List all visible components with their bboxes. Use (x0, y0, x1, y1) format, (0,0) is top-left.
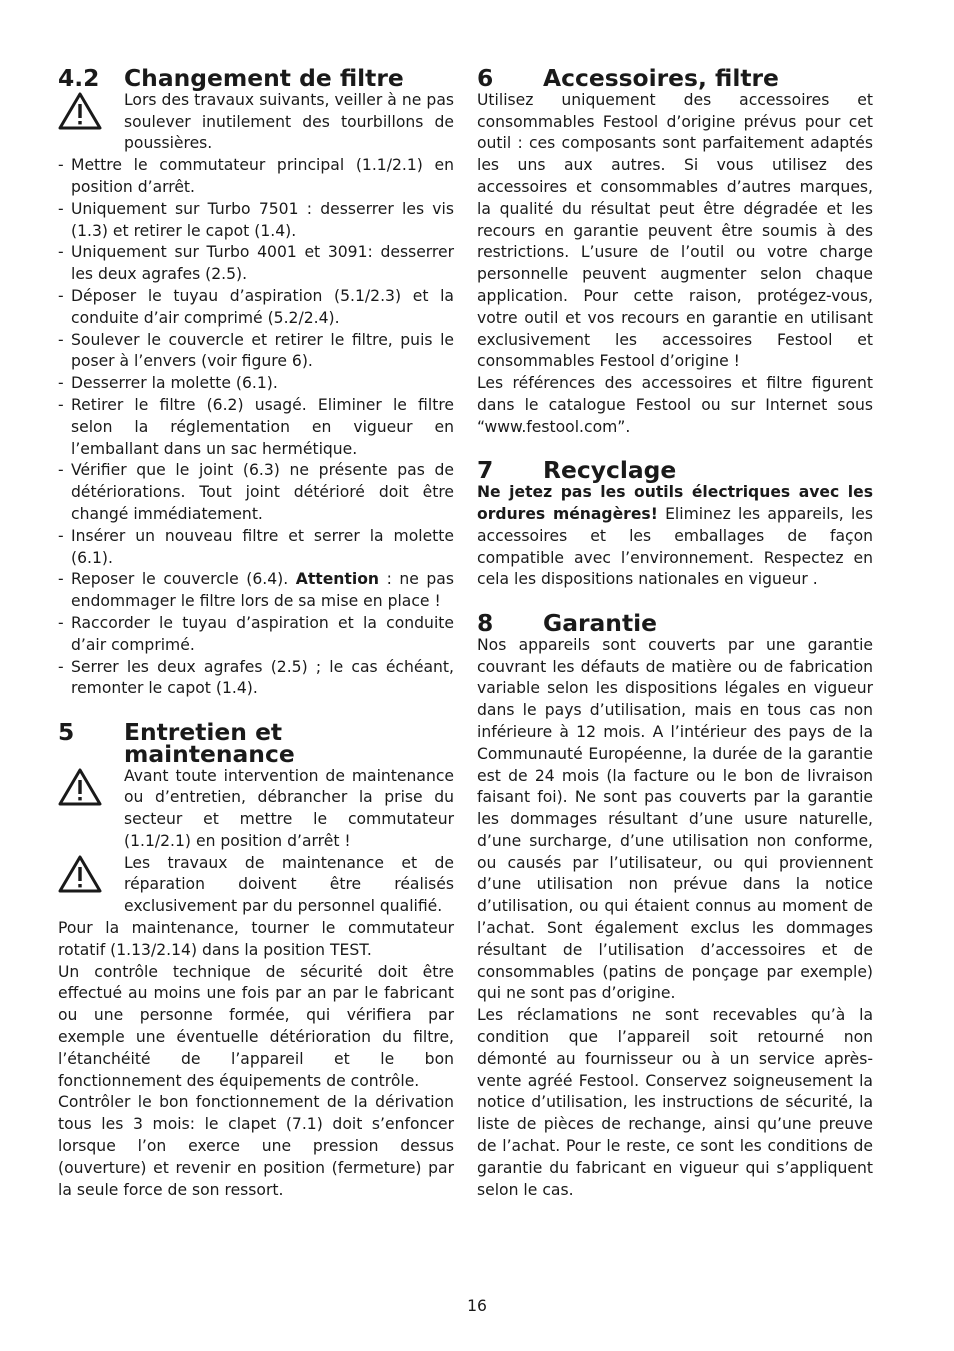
page-number: 16 (467, 1297, 487, 1315)
warning-block (58, 766, 454, 853)
list-item (58, 569, 454, 613)
section-heading (58, 64, 454, 92)
list-item: - Mettre le commutateur principal (1.1/2.1) en position d’arrêt. (58, 155, 454, 199)
section-heading (58, 717, 454, 768)
section-heading (477, 608, 873, 637)
section-number: 7 (477, 456, 494, 485)
paragraph: Utilisez uniquement des accessoires et consommables Festool d’origine prévus pour cet outil : ces composants sont parfaitement adaptés les uns aux autres. Si vous utilisez des accessoires et consommables d’autres marques, la qualité du résultat peut être dégradée et les recours en garantie peuvent être soumis à des restrictions. L’usure de l’outil ou votre charge personnelle peuvent augmenter selon chaque application. Pour cette raison, protégez-vous, votre outil et vos recours en garantie en utilisant exclusivement les accessoires Festool et consommables Festool d’origine ! (477, 90, 873, 371)
warning-text: Lors des travaux suivants, veiller à ne pas soulever inutilement des tourbillons de poussières. (124, 90, 454, 153)
section-filter-change (58, 64, 454, 700)
list-item-text: Reposer le couvercle (6.4). (71, 570, 296, 589)
section-warranty (477, 608, 873, 1202)
list-item: - Insérer un nouveau filtre et serrer la molette (6.1). (58, 526, 454, 570)
section-title: Recyclage (543, 456, 677, 485)
paragraph (477, 482, 873, 591)
paragraph: Les réclamations ne sont recevables qu’à la condition que l’appareil soit retourné non démonté au fournisseur ou à un service après-vente agréé Festool. Conservez soigneusement la notice d’utilisation, les instructions de sécurité, la liste de pièces de rechange, ainsi qu’une preuve de l’achat. Pour le reste, ce sont les conditions de garantie du fabricant en vigueur qui s’appliquent selon le cas. (477, 1006, 873, 1199)
right-column (477, 64, 873, 1201)
attention-label: Attention (295, 570, 380, 589)
section-number: 5 (58, 717, 75, 746)
list-item: - Uniquement sur Turbo 7501 : desserrer les vis (1.3) et retirer le capot (1.4). (58, 199, 454, 243)
list-item: - Desserrer la molette (6.1). (58, 373, 454, 395)
section-heading (477, 64, 873, 92)
section-title: Entretien et maintenance (124, 717, 295, 768)
paragraph-text: Eliminez les appareils, les accessoires et les emballages de façon compatible avec l’environnement. Respectez en cela les dispositions nationales en vigueur . (477, 504, 873, 589)
list-item: - Uniquement sur Turbo 4001 et 3091: desserrer les deux agrafes (2.5). (58, 242, 454, 286)
warning-triangle-icon (58, 853, 124, 918)
section-heading (477, 456, 873, 485)
warning-triangle-icon (58, 90, 124, 155)
section-title: Garantie (543, 608, 658, 637)
warning-triangle-icon (58, 766, 124, 853)
list-item: - Raccorder le tuyau d’aspiration et la conduite d’air comprimé. (58, 613, 454, 657)
paragraph: Nos appareils sont couverts par une garantie couvrant les défauts de matière ou de fabrication variable selon les dispositions légales en vigueur dans le pays d’utilisation, mais en tous cas non inférieure à 12 mois. A l’intérieur des pays de la Communauté Européenne, la durée de la garantie est de 24 mois (la facture ou le bon de livraison faisant foi). Ne sont pas couverts par la garantie les dommages résultant d’une usure naturelle, d’une surcharge, d’une utilisation non conforme, ou causés par l’utilisateur, ou qui proviennent d’une utilisation non prévue dans la notice d’utilisation, ou qui étaient connus au moment de l’achat. Sont également exclus les dommages résultant de l’utilisation d’accessoires et de consommables (patins de ponçage par exemple) qui ne sont pas d’origine. (477, 635, 873, 1003)
section-maintenance (58, 717, 454, 1202)
list-item: - Déposer le tuyau d’aspiration (5.1/2.3) et la conduite d’air comprimé (5.2/2.4). (58, 286, 454, 330)
section-recycling (477, 456, 873, 591)
paragraph: Contrôler le bon fonctionnement de la dérivation tous les 3 mois: le clapet (7.1) doit s’enfoncer lorsque l’on exerce une pression dessus (ouverture) et revenir en position (fermeture) par la seule force de son ressort. (58, 1093, 454, 1199)
paragraph: Un contrôle technique de sécurité doit être effectué au moins une fois par an par le fabricant ou une personne formée, qui vérifiera par exemple une éventuelle détérioration du filtre, l’étanchéité de l’appareil et le bon fonctionnement des équipements de contrôle. (58, 962, 454, 1090)
step-list (58, 155, 454, 700)
paragraph: Les références des accessoires et filtre figurent dans le catalogue Festool ou sur Internet sous “www.festool.com”. (477, 374, 873, 436)
bold-warning: Ne jetez pas les outils électriques avec les ordures ménagères! (477, 483, 873, 523)
warning-block (58, 853, 454, 918)
section-number: 8 (477, 608, 494, 637)
list-item: - Serrer les deux agrafes (2.5) ; le cas échéant, remonter le capot (1.4). (58, 657, 454, 701)
section-number: 4.2 (58, 64, 100, 92)
section-number: 6 (477, 64, 494, 92)
warning-block (58, 90, 454, 155)
list-item: - Soulever le couvercle et retirer le filtre, puis le poser à l’envers (voir figure 6). (58, 330, 454, 374)
warning-text: Les travaux de maintenance et de réparation doivent être réalisés exclusivement par du personnel qualifié. (124, 853, 454, 916)
section-title: Accessoires, filtre (543, 64, 779, 92)
paragraph: Pour la maintenance, tourner le commutateur rotatif (1.13/2.14) dans la position TEST. (58, 919, 454, 959)
list-item: - Retirer le filtre (6.2) usagé. Eliminer le filtre selon la réglementation en vigueur en l’emballant dans un sac hermétique. (58, 395, 454, 460)
list-item-text: : ne pas endommager le filtre lors de sa mise en place ! (71, 570, 454, 611)
left-column (58, 64, 454, 1201)
spacer (477, 591, 873, 613)
section-title: Changement de filtre (124, 64, 404, 92)
list-item: - Vérifier que le joint (6.3) ne présente pas de détériorations. Tout joint détérioré doit être changé immédiatement. (58, 460, 454, 525)
section-accessories (477, 64, 873, 439)
warning-text: Avant toute intervention de maintenance ou d’entretien, débrancher la prise du secteur et mettre le commutateur (1.1/2.1) en position d’arrêt ! (124, 766, 454, 850)
